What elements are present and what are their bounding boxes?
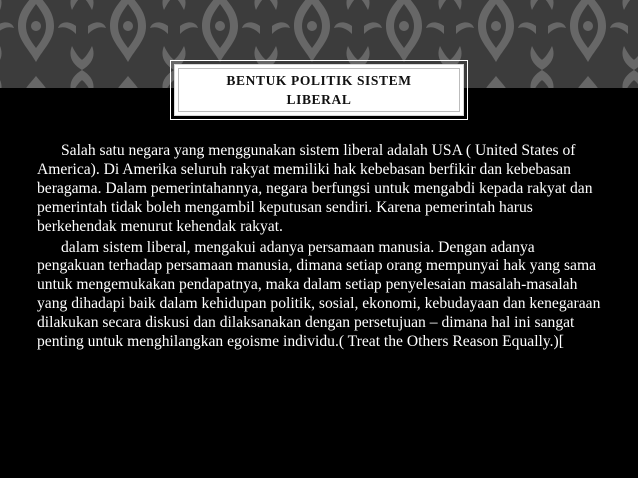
- slide-title-line-1: BENTUK POLITIK SISTEM: [226, 73, 412, 88]
- body-paragraph-2: dalam sistem liberal, mengakui adanya persamaan manusia. Dengan adanya pengakuan terhadap persamaan manusia, dimana setiap orang mempunyai hak yang sama untuk mengemukakan pendapatnya, maka dalam setiap penyelesaian masalah-masalah yang dihadapi baik dalam kehidupan politik, sosial, ekonomi, kebudayaan dan kenegaraan dilakukan secara diskusi dan dilaksanakan dengan persetujuan – dimana hal ini sangat penting untuk menghilangkan egoisme individu.( Treat the Others Reason Equally.)[: [37, 238, 601, 351]
- slide-body: [37, 142, 603, 352]
- slide-title: [226, 71, 411, 109]
- body-paragraph-1: Salah satu negara yang menggunakan sistem liberal adalah USA ( United States of America). Di Amerika seluruh rakyat memiliki hak kebebasan berfikir dan kebebasan beragama. Dalam pemerintahannya, negara berfungsi untuk mengabdi kepada rakyat dan pemerintah tidak boleh mengambil keputusan sendiri. Karena pemerintah harus berkehendak menurut kehendak rakyat.: [37, 142, 593, 235]
- slide-title-box: [174, 64, 464, 116]
- slide-title-line-2: LIBERAL: [286, 92, 352, 107]
